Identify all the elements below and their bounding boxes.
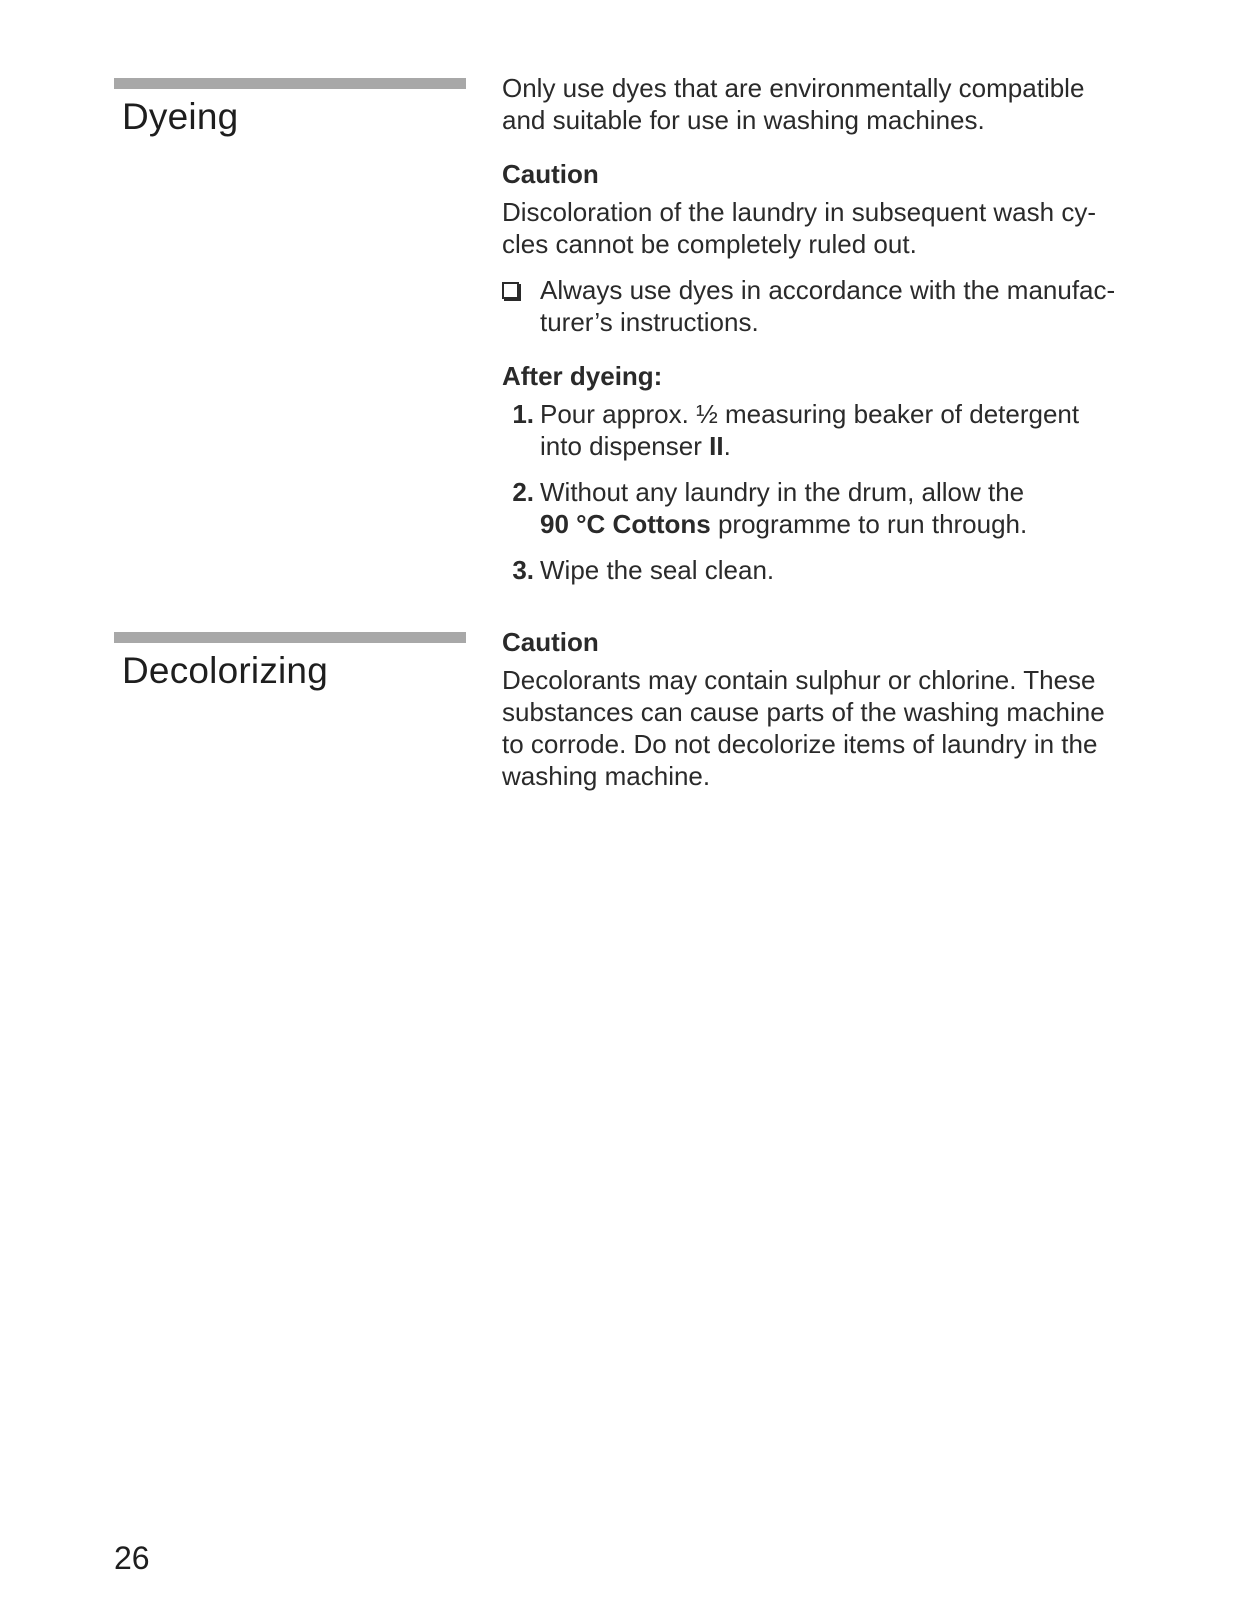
intro-line-1: Only use dyes that are environmentally compatible <box>502 73 1085 103</box>
decolorizing-line-4: washing machine. <box>502 761 711 791</box>
step-number: 1. <box>512 399 534 429</box>
intro-line-2: and suitable for use in washing machines. <box>502 105 985 135</box>
caution-label: Caution <box>502 627 599 657</box>
step-2-line-2: 90 °C Cottons programme to run through. <box>540 509 1028 539</box>
caution-line-1: Discoloration of the laundry in subsequent wash cy- <box>502 197 1096 227</box>
step-2-line-1: Without any laundry in the drum, allow the <box>540 477 1025 507</box>
step-2 <box>502 476 1142 540</box>
step-number: 2. <box>512 477 534 507</box>
bullet-line-1: Always use dyes in accordance with the manufac- <box>540 275 1116 305</box>
page-number: 26 <box>114 1540 150 1576</box>
section-rule-decolorizing <box>114 632 466 643</box>
bullet-line-2: turer’s instructions. <box>540 307 759 337</box>
checkbox-bullet-icon <box>502 282 519 299</box>
decolorizing-line-3: to corrode. Do not decolorize items of laundry in the <box>502 729 1098 759</box>
heading-dyeing: Dyeing <box>122 96 239 137</box>
heading-decolorizing: Decolorizing <box>122 650 328 691</box>
caution-line-2: cles cannot be completely ruled out. <box>502 229 917 259</box>
step-3 <box>502 554 1142 586</box>
dyeing-content <box>502 72 1142 586</box>
step-1 <box>502 398 1142 462</box>
decolorizing-line-2: substances can cause parts of the washing machine <box>502 697 1105 727</box>
after-dyeing-label: After dyeing: <box>502 361 663 391</box>
step-1-line-1: Pour approx. ½ measuring beaker of detergent <box>540 399 1080 429</box>
step-1-line-2: into dispenser II. <box>540 431 731 461</box>
step-3-line-1: Wipe the seal clean. <box>540 555 775 585</box>
bullet-item <box>502 274 1142 338</box>
section-rule-dyeing <box>114 78 466 89</box>
decolorizing-line-1: Decolorants may contain sulphur or chlorine. These <box>502 665 1096 695</box>
step-number: 3. <box>512 555 534 585</box>
caution-label: Caution <box>502 159 599 189</box>
decolorizing-content <box>502 626 1142 792</box>
